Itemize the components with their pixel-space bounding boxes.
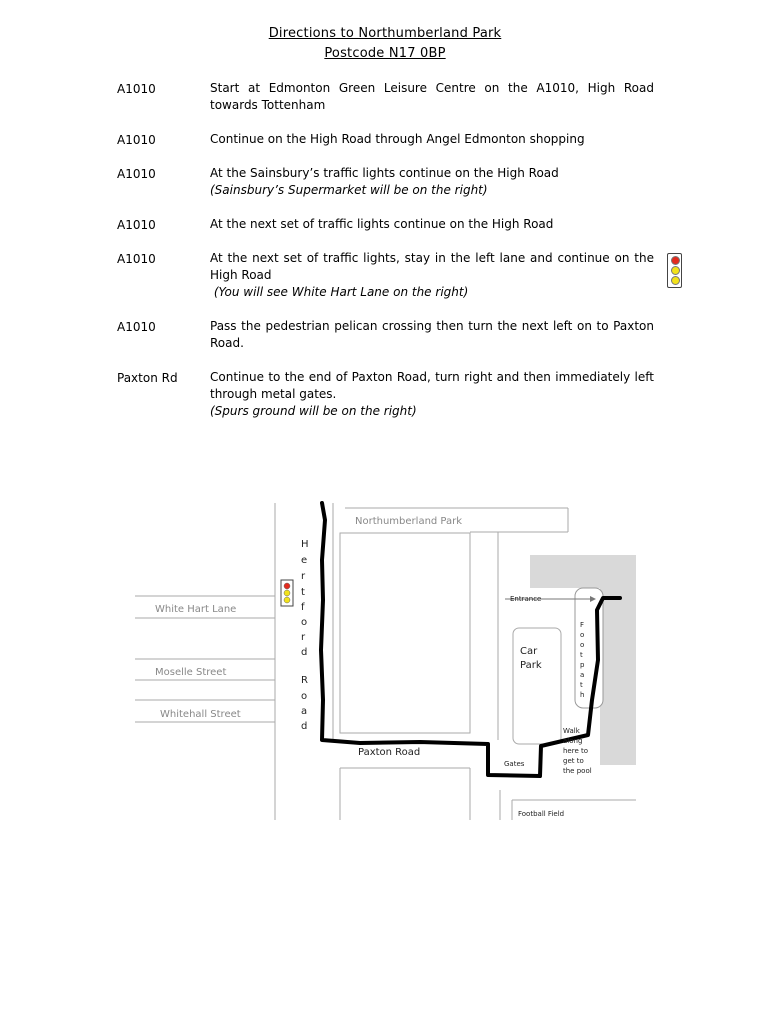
- step-6-instruction: Pass the pedestrian pelican crossing then turn the next left on to Paxton Road.: [210, 319, 654, 350]
- step-4-road: A1010: [117, 218, 156, 232]
- svg-text:o: o: [580, 631, 585, 639]
- svg-text:Walk: Walk: [563, 727, 580, 735]
- svg-text:along: along: [563, 737, 583, 745]
- label-car: Car: [520, 646, 538, 657]
- svg-text:F: F: [580, 621, 585, 629]
- svg-text:R: R: [301, 675, 308, 686]
- svg-text:f: f: [301, 602, 305, 613]
- svg-text:the pool: the pool: [563, 767, 592, 775]
- step-4-instruction: At the next set of traffic lights continue on the High Road: [210, 217, 554, 231]
- svg-text:o: o: [301, 691, 308, 702]
- step-3-instruction: At the Sainsbury’s traffic lights continue on the High Road: [210, 166, 559, 180]
- svg-text:d: d: [301, 721, 308, 732]
- step-2-text: [210, 131, 654, 148]
- step-5-text: [210, 250, 654, 301]
- postcode: Postcode N17 0BP: [324, 46, 446, 61]
- label-whitehall-street: Whitehall Street: [160, 709, 241, 720]
- page-title: Directions to Northumberland Park: [268, 26, 502, 41]
- svg-text:get to: get to: [563, 757, 584, 765]
- map-traffic-light-icon: [281, 580, 293, 606]
- label-white-hart-lane: White Hart Lane: [155, 604, 237, 615]
- step-4-text: [210, 216, 654, 233]
- step-2-road: A1010: [117, 133, 156, 147]
- svg-text:e: e: [301, 555, 308, 566]
- svg-text:p: p: [580, 661, 585, 669]
- label-hertford-road: [301, 539, 309, 732]
- label-gates: Gates: [504, 760, 525, 768]
- svg-text:r: r: [301, 571, 306, 582]
- svg-text:H: H: [301, 539, 309, 550]
- label-northumberland-park: Northumberland Park: [355, 516, 463, 527]
- step-3-road: A1010: [117, 167, 156, 181]
- svg-text:r: r: [301, 632, 306, 643]
- svg-text:o: o: [301, 617, 308, 628]
- svg-text:a: a: [301, 706, 308, 717]
- step-7-text: [210, 369, 654, 420]
- svg-text:t: t: [580, 651, 583, 659]
- step-3-text: [210, 165, 654, 199]
- step-6-road: A1010: [117, 320, 156, 334]
- label-park: Park: [520, 660, 542, 671]
- svg-text:t: t: [580, 681, 583, 689]
- route-map: [0, 480, 770, 825]
- svg-text:d: d: [301, 647, 308, 658]
- step-1-instruction: Start at Edmonton Green Leisure Centre on the A1010, High Road towards Tottenham: [210, 81, 654, 112]
- svg-text:h: h: [580, 691, 585, 699]
- step-5-road: A1010: [117, 252, 156, 266]
- svg-text:o: o: [580, 641, 585, 649]
- step-6-text: [210, 318, 654, 352]
- step-7-instruction: Continue to the end of Paxton Road, turn right and then immediately left through metal gates.: [210, 370, 654, 401]
- step-2-instruction: Continue on the High Road through Angel Edmonton shopping: [210, 132, 585, 146]
- step-7-road: Paxton Rd: [117, 371, 178, 385]
- svg-text:t: t: [301, 587, 305, 598]
- svg-text:a: a: [580, 671, 585, 679]
- label-paxton-road: Paxton Road: [358, 747, 421, 758]
- label-entrance: Entrance: [510, 595, 542, 603]
- step-5-note: (You will see White Hart Lane on the right): [210, 285, 469, 299]
- step-7-note: (Spurs ground will be on the right): [210, 404, 417, 418]
- step-5-instruction: At the next set of traffic lights, stay in the left lane and continue on the High Road: [210, 251, 654, 282]
- label-football-field: Football Field: [518, 810, 565, 818]
- traffic-light-icon: [667, 253, 682, 288]
- svg-text:here to: here to: [563, 747, 589, 755]
- step-1-road: A1010: [117, 82, 156, 96]
- label-moselle-street: Moselle Street: [155, 667, 227, 678]
- step-3-note: (Sainsbury’s Supermarket will be on the right): [210, 183, 488, 197]
- step-1-text: [210, 80, 654, 114]
